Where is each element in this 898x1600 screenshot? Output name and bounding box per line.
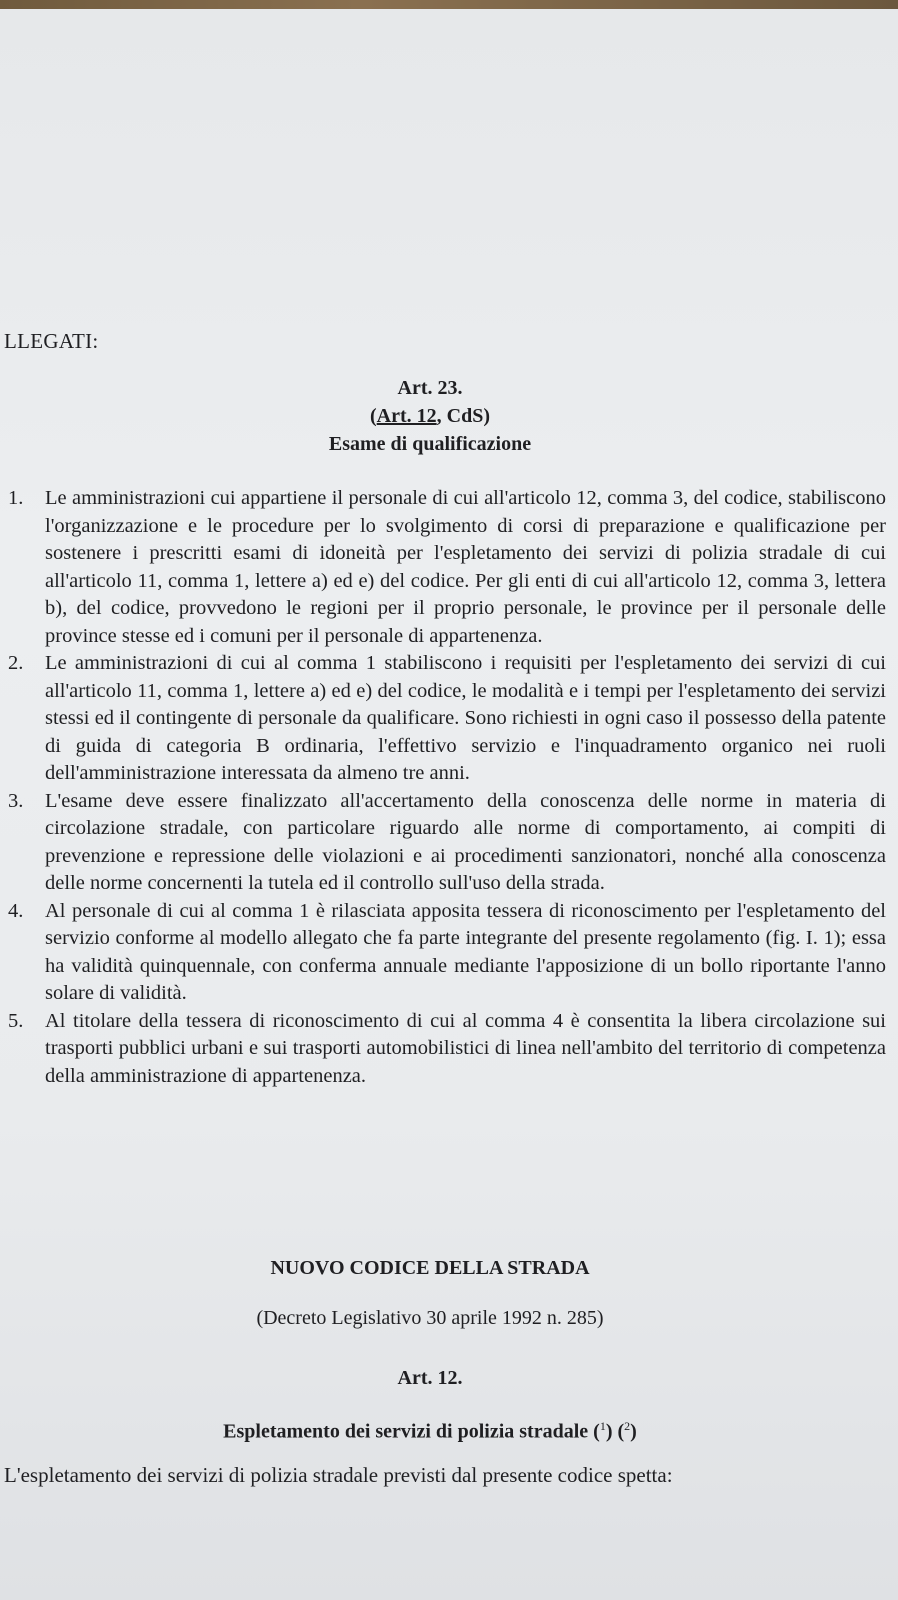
paragraph-number: 5. [8,1009,24,1032]
paragraph-text: Al personale di cui al comma 1 è rilasciata apposita tessera di riconoscimento per l'espletamento del servizio conforme al modello allegato che fa parte integrante del presente regolamento (fig. I. 1); essa ha validità quinquennale, con conferma annuale mediante l'apposizione di un bollo riportante l'anno solare di validità. [45,899,886,1004]
paragraph-2 [8,650,886,788]
article-number: Art. 23. [397,377,463,399]
codice-article-title: Espletamento dei servizi di polizia stradale ($^1$) ($^2$) [223,1419,637,1443]
article-reference-open: ( [369,405,377,427]
footnote-marker-2[interactable]: 2 [624,1419,631,1433]
article-title: Esame di qualificazione [328,433,532,455]
paragraph-3 [8,788,886,898]
article-reference [0,405,860,428]
paragraph-number: 1. [8,487,24,509]
codice-article-number: Art. 12. [397,1367,463,1389]
footnote-marker-1[interactable]: 1 [599,1419,606,1433]
allegati-label: LLEGATI: [4,329,99,353]
article-reference-suffix: , CdS) [436,405,490,427]
page-top-edge [0,0,898,9]
paragraph-1 [8,485,886,650]
paragraph-4 [8,898,886,1008]
paragraph-text: Le amministrazioni cui appartiene il personale di cui all'articolo 12, comma 3, del codice, stabiliscono l'organizzazione e le procedure per lo svolgimento di corsi di preparazione e qualificazione per sostenere i prescritti esami di idoneità per l'espletamento dei servizi di polizia stradale di cui all'articolo 11, comma 1, lettere a) ed e) del codice. Per gli enti di cui all'articolo 12, comma 3, lettera b), del codice, provvedono le regioni per il proprio personale, le province per il personale delle province stesse ed i comuni per il personale di appartenenza. [45,487,886,647]
codice-intro-text: L'espletamento dei servizi di polizia stradale previsti dal presente codice spetta: [4,1463,673,1487]
paragraph-5 [8,1008,886,1091]
article-reference-link[interactable]: Art. 12 [376,405,437,427]
decreto-reference: (Decreto Legislativo 30 aprile 1992 n. 285) [256,1307,604,1329]
paragraph-text: Le amministrazioni di cui al comma 1 stabiliscono i requisiti per l'espletamento dei servizi di cui all'articolo 11, comma 1, lettere a) ed e) del codice, le modalità e i tempi per l'espletamento dei servizi stessi ed il contingente di personale da qualificare. Sono richiesti in ogni caso il possesso della patente di guida di categoria B ordinaria, l'effettivo servizio e l'inquadramento organico nei ruoli dell'amministrazione interessata da almeno tre anni. [45,652,886,784]
paragraph-number: 3. [8,789,24,812]
paragraph-text: Al titolare della tessera di riconoscimento di cui al comma 4 è consentita la libera circolazione sui trasporti pubblici urbani e sui trasporti automobilistici di linea nell'ambito del territorio di competenza della amministrazione di appartenenza. [45,1009,886,1087]
paragraph-number: 2. [8,652,24,674]
document-page [0,9,898,1600]
codice-heading: NUOVO CODICE DELLA STRADA [270,1257,590,1279]
codice-article-title-text: Espletamento dei servizi di polizia stradale [223,1420,589,1443]
paragraph-text: L'esame deve essere finalizzato all'accertamento della conoscenza delle norme in materia di circolazione stradale, con particolare riguardo alle norme di comportamento, ai compiti di prevenzione e repressione delle violazioni e ai procedimenti sanzionatori, nonché alla conoscenza delle norme concernenti la tutela ed il controllo sull'uso della strada. [45,789,886,894]
paragraph-list [8,485,886,1090]
paragraph-number: 4. [8,899,24,922]
